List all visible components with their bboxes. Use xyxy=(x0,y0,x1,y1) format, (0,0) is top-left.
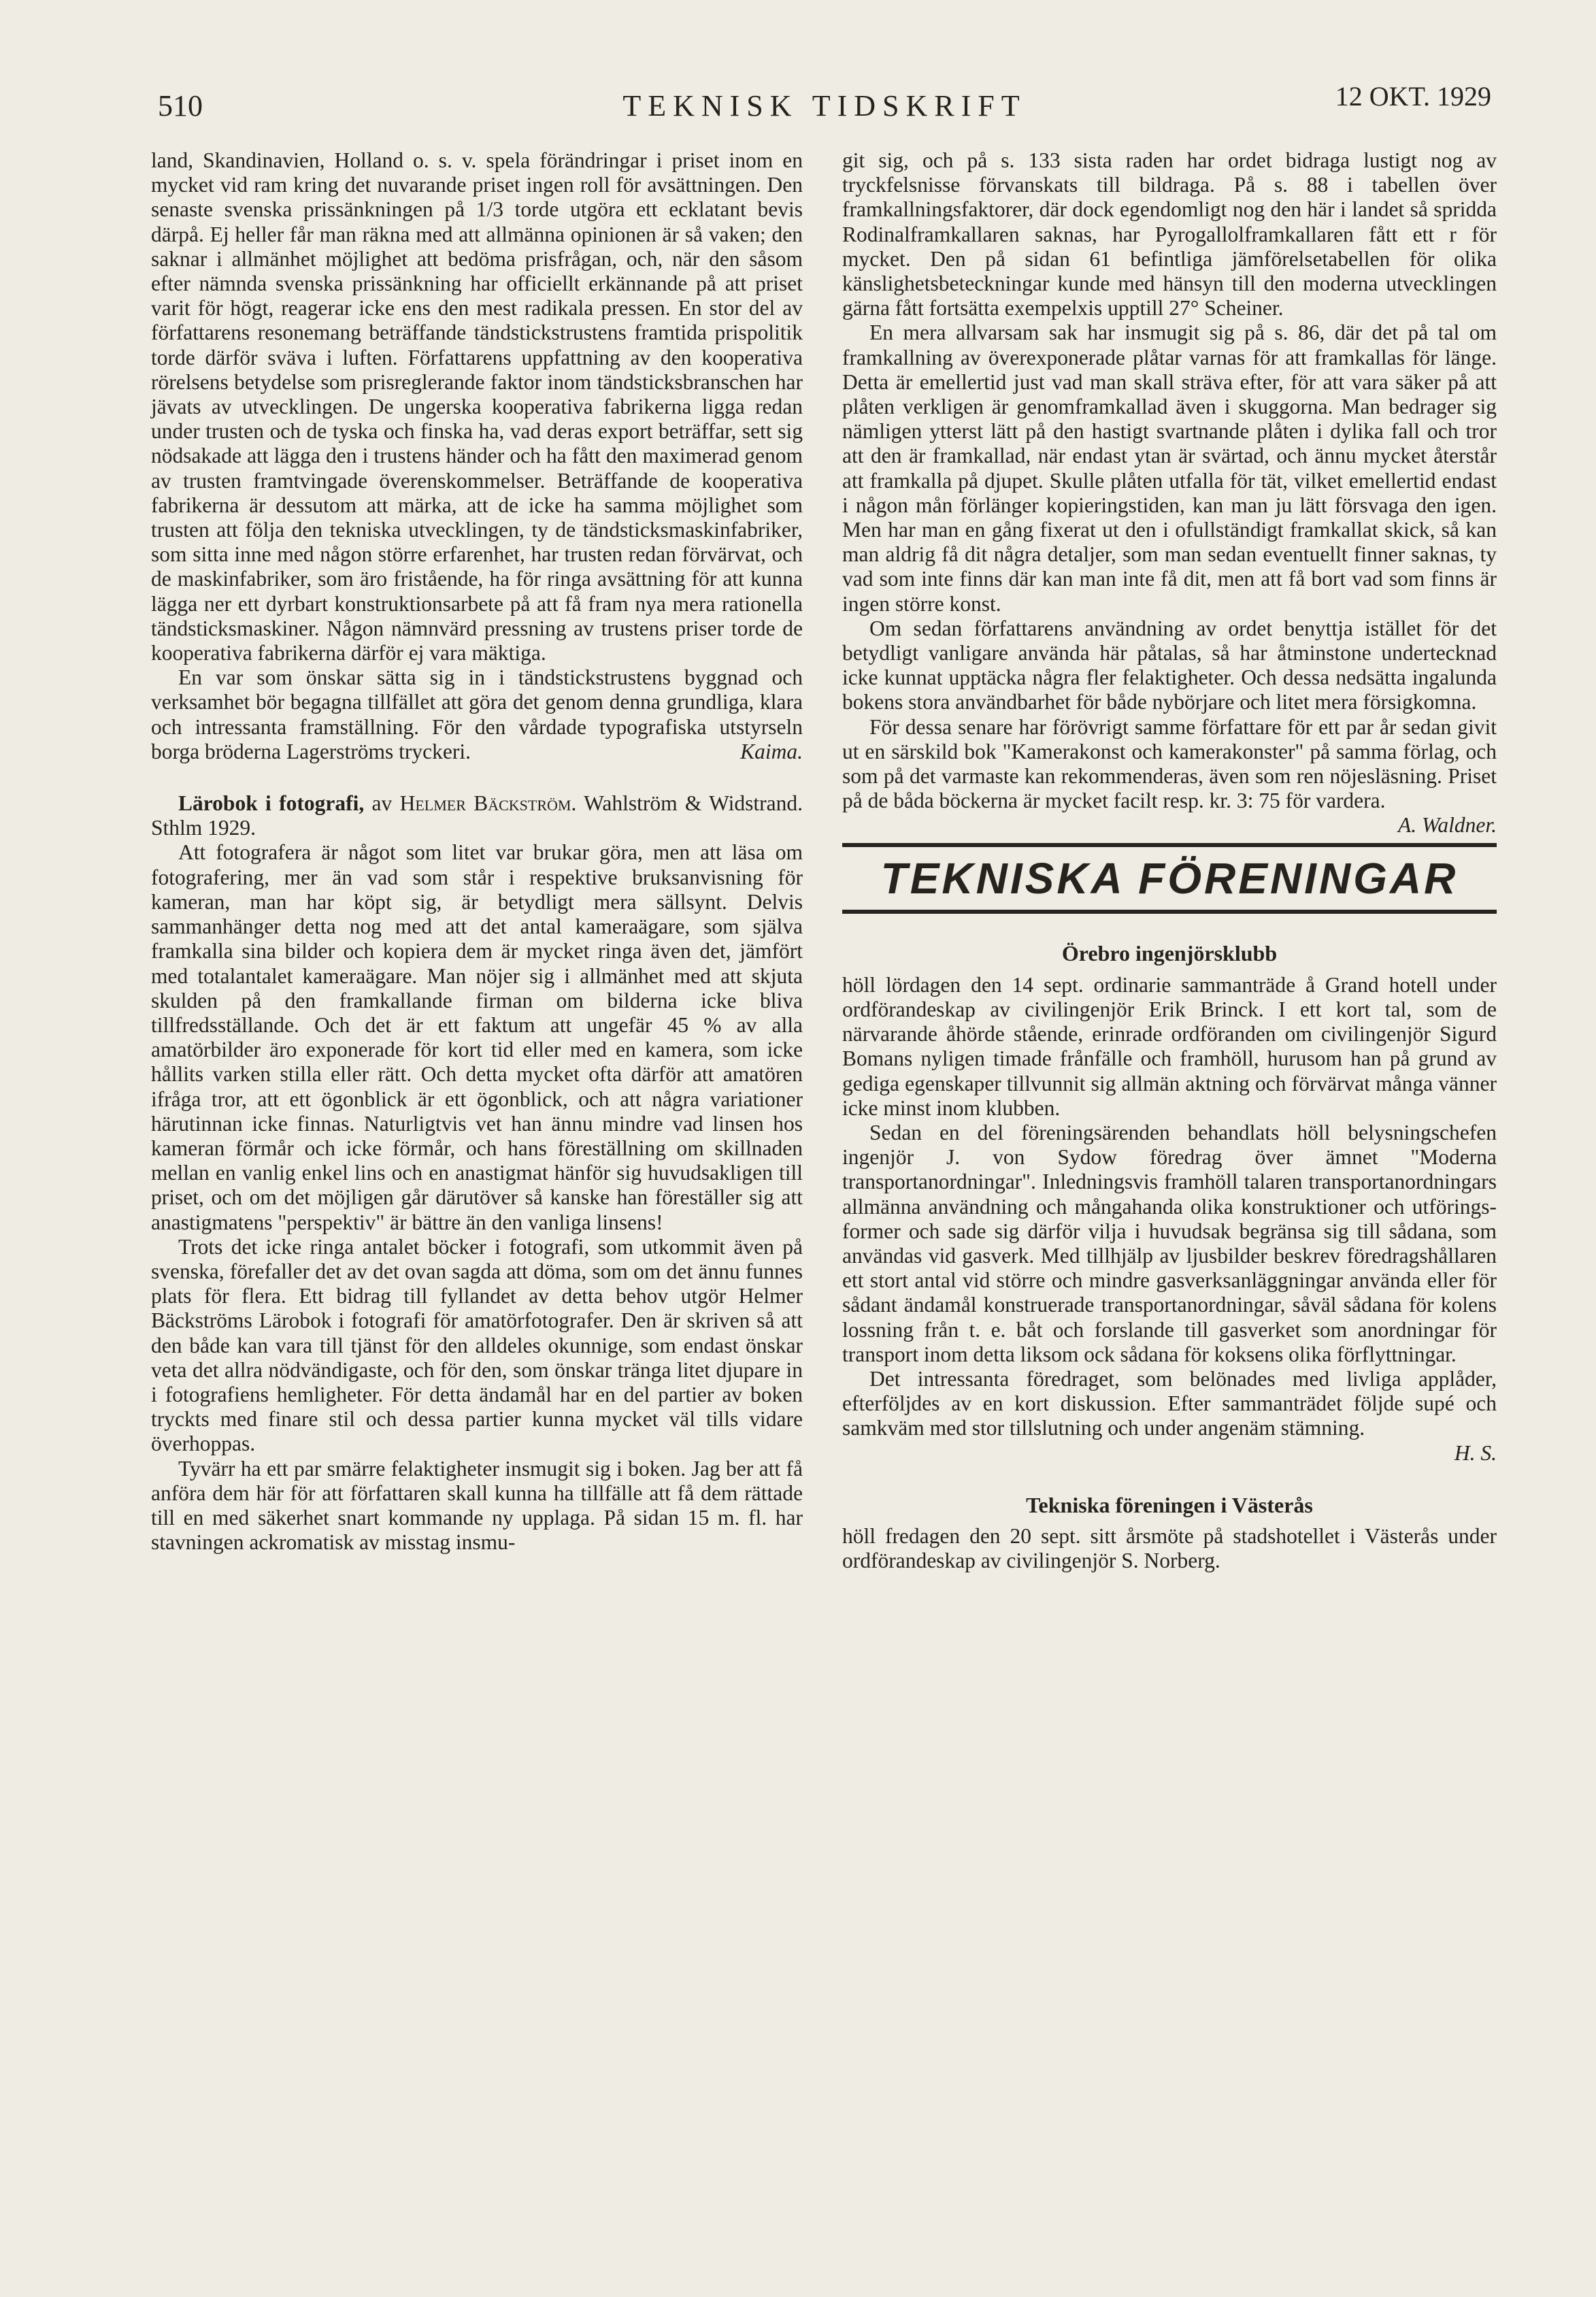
review-publisher: Wahlström & Widstrand. Sthlm 1929. xyxy=(151,791,803,840)
paragraph: Om sedan författarens användning av ordet benyttja istället för det betydligt vanligare använda här påtalas, så har åtminstone undertecknad icke kunnat upptäcka några fler felaktigheter. Och dessa nedsätta ingalunda bokens stora användbarhet för både nybörjare och litet mera försigkomna. xyxy=(842,616,1497,714)
review-by: av xyxy=(371,791,393,816)
review-author: Helmer Bäckström. xyxy=(399,791,577,816)
paragraph: land, Skandinavien, Holland o. s. v. spela förändringar i priset inom en mycket vid ram kring det nuvarande priset ingen roll för avsättningen. Den senaste svenska prissänkningen på 1/3 torde utgöra ett ecklatant bevis därpå. Ej heller får man räkna med att allmänna opinionen är så vaken; den saknar i allmänhet möjlighet att bedöma prisfrågan, och, när den såsom efter nämnda svenska prissänkning har officiellt erkännande på att priset varit för högt, reagerar icke ens den mest radikala pressen. En stor del av författarens resonemang beträffande tändstickstrustens framtida prispolitik torde därför sväva i luften. Författarens uppfattning av den kooperativa rörelsens betydelse som prisreglerande faktor inom tändsticksbranschen har jävats av utvecklingen. De ungerska kooperativa fabrikerna ligga redan under trusten och de tyska och finska ha, vad deras export beträffar, sett sig nödsakade att lägga den i trustens händer och ha fått den maximerad genom av trusten framtvingade överenskommelser. Beträffande de kooperativa fabrikerna är dessutom att märka, att de icke ha samma möjlighet som trusten att följa den tekniska utvecklingen, ty de tändsticksmaskinfabriker, som sitta inne med någon större erfarenhet, har trusten redan förvärvat, och de maskinfabriker, som äro fristående, ha för ringa avsättning för att kunna lägga ner ett dyrbart konstruktionsarbete på att få fram nya mera rationella tändsticksmaskiner. Någon nämnvärd pressning av trustens priser torde de kooperativa fabrikerna därför ej vara mäktiga. xyxy=(151,148,803,665)
paragraph: En mera allvarsam sak har insmugit sig på s. 86, där det på tal om framkallning av överexponerade plåtar varnas för att framkallas för länge. Detta är emellertid just vad man skall sträva efter, för att vara säker på att plåten verkligen är genomframkallad även i skuggorna. Man bedrager sig nämligen ytterst lätt på den hastigt svartnande plåten i dylika fall och tror att den är framkallad, när endast ytan är svärtad, och ännu mycket återstår att framkalla på djupet. Skulle plåten utfalla för tät, vilket emellertid endast i någon mån förlänger kopieringstiden, kan man ju lätt försvaga den igen. Men har man en gång fixerat ut den i ofullständigt framkallat skick, så kan man aldrig få dit några detaljer, som man sedan eventuellt finner saknas, ty vad som inte finns där kan man inte få dit, men att få bort vad som finns är ingen större konst. xyxy=(842,320,1497,616)
paragraph: Att fotografera är något som litet var brukar göra, men att läsa om fotografering, mer än vad som står i respektive bruksanvisning för kameran, man har köpt sig, är betydligt mera sällsynt. Delvis sammanhänger detta nog med att det antal kameraägare, som själva framkalla sina bilder och kopiera dem är mycket ringa även det, jämfört med totalantalet kameraägare. Man nöjer sig i allmänhet med att skjuta skulden på den framkallande firman om bilderna icke bliva tillfredsställande. Och det är ett faktum att ungefär 45 % av alla amatörbilder äro exponerade för kort tid eller med en kamera, som icke hållits varken stilla eller rätt. Och detta mycket ofta därför att amatören ifråga tror, att ett ögonblick är ett ögonblick, och att några variationer härutinnan icke finnas. Naturligtvis vet han ännu mindre vad linsen hos kameran förmår och icke förmår, och hans föreställning om skillnaden mellan en vanlig enkel lins och en anastigmat hänför sig huvudsakligen till priset, och om det möjligen går därutöver så kanske han föreställer sig att anastigmatens "perspektiv" är bättre än den vanliga linsens! xyxy=(151,840,803,1234)
page-number: 510 xyxy=(158,89,203,122)
paragraph: git sig, och på s. 133 sista raden har ordet bidraga lustigt nog av tryckfelsnisse förvanskats till bildraga. På s. 88 i tabellen över framkallningsfaktorer, där dock egendomligt nog den här i landet så spridda Rodinalframkallaren saknas, har Pyrogallolframkallaren fått ett r för mycket. Den på sidan 61 befintliga jämförelsetabellen för olika känslighetsbeteckningar kunde med hänsyn till den moderna utvecklingen gärna fått fortsätta exempelxis upptill 27° Scheiner. xyxy=(842,148,1497,320)
paragraph: höll fredagen den 20 sept. sitt årsmöte på stadshotellet i Västerås under ordförandeskap av civilingenjör S. Norberg. xyxy=(842,1523,1497,1573)
right-column xyxy=(842,148,1497,1573)
spacer xyxy=(151,764,803,791)
review-heading xyxy=(151,791,803,840)
paragraph: höll lördagen den 14 sept. ordinarie sammanträde å Grand hotell under ordförandeskap av civilingenjör Erik Brinck. I ett kort tal, som de närvarande åhörde stående, erinrade ordföranden om civilingenjör Sigurd Bomans nyligen timade frånfälle och framhöll, hurusom han på grund av gediga egenskaper tillvunnit sig allmän aktning och förvärvat många vänner icke minst inom klubben. xyxy=(842,972,1497,1120)
paragraph xyxy=(842,714,1497,838)
paragraph: Det intressanta föredraget, som belönades med livliga applåder, efterföljdes av en kort diskussion. Efter sammanträdet följde supé och samkväm med stor tillslutning och under angenäm stämning. xyxy=(842,1366,1497,1440)
paragraph: Sedan en del föreningsärenden behandlats höll belysningschefen ingenjör J. von Sydow föredrag över ämnet "Moderna transportanordningar". Inledningsvis framhöll talaren transportanordningars allmänna användning och mångahanda olika konstruktioner och utförings-former och sade sig därför vilja i huvudsak begränsa sig till sådana, som användas vid gasverk. Med tillhjälp av ljusbilder beskrev föredragshållaren ett stort antal vid större och mindre gasverksanläggningar använda eller för sådant ändamål konstruerade transportanordningar, såväl sådana för kolens lossning från t. e. båt och forslande till gasverket som anordningar för transport inom detta liksom ock sådana för koksens olika förflyttningar. xyxy=(842,1120,1497,1366)
signature: H. S. xyxy=(1454,1440,1497,1465)
paragraph xyxy=(151,665,803,764)
paragraph: Trots det icke ringa antalet böcker i fotografi, som utkommit även på svenska, förefaller det av det ovan sagda att döma, som om det ännu funnes plats för flera. Ett bidrag till fyllandet av detta behov utgör Helmer Bäckströms Lärobok i fotografi för amatörfotografer. Den är skriven så att den både kan vara till tjänst för den alldeles okunnige, som endast önskar veta det allra nödvändigaste, och för den, som önskar tränga litet djupare in i fotografiens hemligheter. För detta ändamål har en del partier av boken tryckts med finare stil och dessa partier kunna mycket väl tills vidare överhoppas. xyxy=(151,1234,803,1456)
issue-date: 12 OKT. 1929 xyxy=(1335,81,1491,112)
section-banner: TEKNISKA FÖRENINGAR xyxy=(842,843,1497,914)
section-subheading: Tekniska föreningen i Västerås xyxy=(1026,1492,1313,1517)
signature: Kaima. xyxy=(740,739,803,763)
journal-title: TEKNISK TIDSKRIFT xyxy=(622,89,1027,122)
paragraph-text: En var som önskar sätta sig in i tändstickstrustens byggnad och verksamhet bör begagna tillfället att göra det genom denna grundliga, klara och intressanta framställning. För den vårdade typografiska utstyrseln borga bröderna Lagerströms tryckeri. xyxy=(151,665,803,763)
signature: A. Waldner. xyxy=(1398,813,1497,838)
section-subheading: Örebro ingenjörsklubb xyxy=(1061,941,1278,966)
paragraph-text: För dessa senare har förövrigt samme författare för ett par år sedan givit ut en särskild bok "Kamerakonst och kamerakonster" på samma förlag, och som på det varmaste kan rekommenderas, även som ren nöjesläsning. Priset på de båda böckerna är mycket facilt resp. kr. 3: 75 för vardera. xyxy=(842,714,1497,813)
left-column xyxy=(151,148,803,1555)
page-header xyxy=(158,80,1491,128)
paragraph: Tyvärr ha ett par smärre felaktigheter insmugit sig i boken. Jag ber att få anföra dem här för att författaren skall kunna ha tillfälle att få dem rättade till en med säkerhet snart kommande ny upplaga. På sidan 15 m. fl. har stavningen ackromatisk av misstag insmu- xyxy=(151,1456,803,1555)
review-title: Lärobok i fotografi, xyxy=(178,791,365,816)
